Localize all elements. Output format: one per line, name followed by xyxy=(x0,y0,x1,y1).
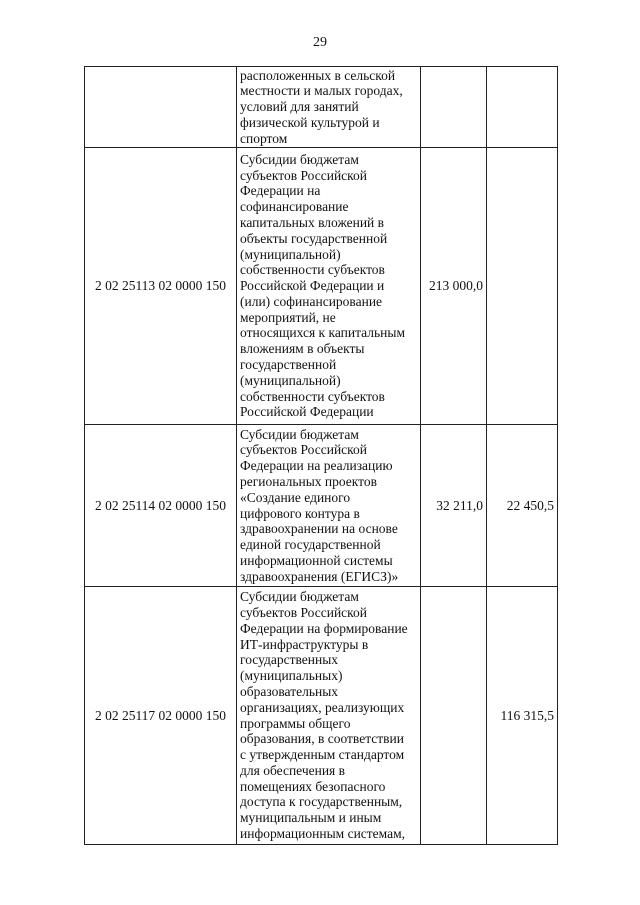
description-line: (или) софинансирование xyxy=(240,293,383,309)
description-line: физической культурой и xyxy=(240,114,380,130)
description-line: Федерации на формирование xyxy=(240,620,408,636)
description-line: собственности субъектов xyxy=(240,262,385,278)
description-line: Российской Федерации и xyxy=(240,278,385,294)
description-line: информационным системам, xyxy=(240,826,406,842)
description-line: организациях, реализующих xyxy=(240,699,405,715)
row-code: 2 02 25117 02 0000 150 xyxy=(85,587,237,845)
description-line: (муниципальной) xyxy=(240,372,341,388)
row-code xyxy=(85,67,237,148)
description-line: мероприятий, не xyxy=(240,309,336,325)
description-line: государственных xyxy=(240,652,339,668)
description-line: местности и малых городах, xyxy=(240,83,403,99)
description-line: информационной системы xyxy=(240,552,393,568)
description-line: спортом xyxy=(240,130,288,146)
description-line: собственности субъектов xyxy=(240,388,385,404)
description-line: Федерации на xyxy=(240,183,321,199)
page-number: 29 xyxy=(313,35,327,50)
table-row xyxy=(85,67,558,148)
description-line: софинансирование xyxy=(240,199,349,215)
row-amount-1 xyxy=(421,587,487,845)
description-line: здравоохранения (ЕГИСЗ)» xyxy=(240,568,399,584)
description-line: относящихся к капитальным xyxy=(240,325,405,341)
description-line: ИТ-инфраструктуры в xyxy=(240,636,369,652)
description-line: муниципальным и иным xyxy=(240,810,382,826)
row-description xyxy=(237,425,421,587)
description-line: вложениям в объекты xyxy=(240,341,365,357)
description-line: государственной xyxy=(240,357,337,373)
description-line: Субсидии бюджетам xyxy=(240,426,359,442)
description-line: единой государственной xyxy=(240,537,381,553)
row-amount-1: 32 211,0 xyxy=(421,425,487,587)
description-line: помещениях безопасного xyxy=(240,778,386,794)
row-amount-2: 116 315,5 xyxy=(487,587,558,845)
description-line: капитальных вложений в xyxy=(240,214,385,230)
description-line: расположенных в сельской xyxy=(240,67,396,83)
table-row xyxy=(85,587,558,845)
description-line: цифрового контура в xyxy=(240,505,360,521)
description-line: объекты государственной xyxy=(240,230,388,246)
description-line: (муниципальных) xyxy=(240,668,343,684)
description-line: Российской Федерации xyxy=(240,404,374,420)
description-line: условий для занятий xyxy=(240,99,359,115)
row-amount-1: 213 000,0 xyxy=(421,148,487,425)
table-row xyxy=(85,148,558,425)
budget-table xyxy=(84,66,558,845)
description-line: образования, в соответствии xyxy=(240,731,404,747)
row-code: 2 02 25114 02 0000 150 xyxy=(85,425,237,587)
description-line: региональных проектов xyxy=(240,473,378,489)
row-description xyxy=(237,148,421,425)
description-line: образовательных xyxy=(240,683,339,699)
description-line: здравоохранении на основе xyxy=(240,521,398,537)
row-code: 2 02 25113 02 0000 150 xyxy=(85,148,237,425)
row-amount-2 xyxy=(487,148,558,425)
description-line: «Создание единого xyxy=(240,489,351,505)
table-row xyxy=(85,425,558,587)
description-line: субъектов Российской xyxy=(240,604,368,620)
row-amount-2: 22 450,5 xyxy=(487,425,558,587)
description-line: субъектов Российской xyxy=(240,442,368,458)
description-line: для обеспечения в xyxy=(240,762,346,778)
row-amount-1 xyxy=(421,67,487,148)
description-line: программы общего xyxy=(240,715,351,731)
description-line: (муниципальной) xyxy=(240,246,341,262)
row-description xyxy=(237,67,421,148)
row-description xyxy=(237,587,421,845)
description-line: субъектов Российской xyxy=(240,167,368,183)
row-amount-2 xyxy=(487,67,558,148)
description-line: Субсидии бюджетам xyxy=(240,151,359,167)
description-line: Федерации на реализацию xyxy=(240,458,393,474)
description-line: с утвержденным стандартом xyxy=(240,747,405,763)
description-line: Субсидии бюджетам xyxy=(240,589,359,605)
description-line: доступа к государственным, xyxy=(240,794,403,810)
